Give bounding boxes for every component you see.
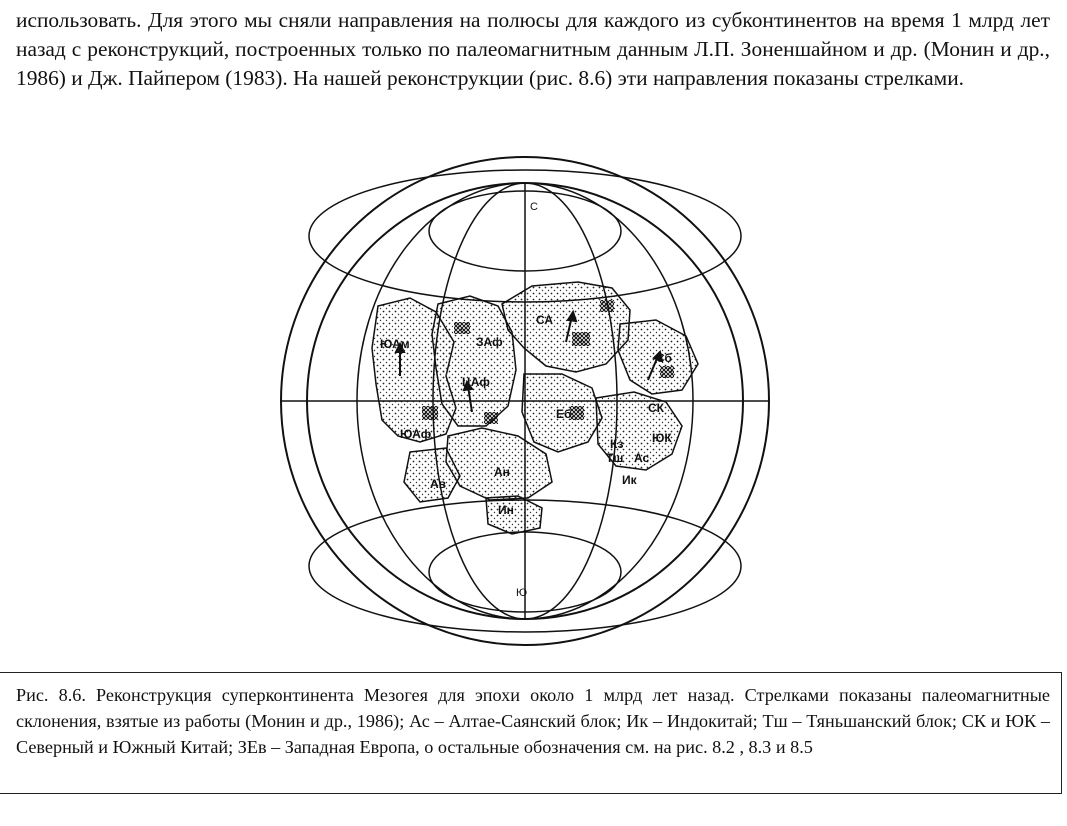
label-av: Ав	[430, 477, 447, 491]
craton-6	[660, 366, 674, 378]
label-ik: Ик	[622, 473, 637, 487]
label-tsh: Тш	[606, 451, 624, 465]
figure-caption	[16, 682, 1050, 760]
graticule	[281, 170, 769, 632]
craton-4	[484, 412, 498, 424]
label-in: Ин	[498, 503, 514, 517]
caption-text: Рис. 8.6. Реконструкция суперконтинента Мезогея для эпохи около 1 млрд лет назад. Стрелками показаны палеомагнитные склонения, взятые из работы (Монин и др., 1986); Ас – Алтае-Саянский блок; Ик – Индокитай; Тш – Тяньшанский блок; СК и ЮК – Северный и Южный Китай; ЗЕв – Западная Европа, о остальные обозначения см. на рис. 8.2 , 8.3 и 8.5	[16, 685, 1050, 757]
label-yuaf: ЮАф	[400, 427, 432, 441]
label-sb: Сб	[656, 351, 672, 365]
figure-globe-reconstruction	[250, 136, 810, 666]
craton-5	[570, 406, 584, 420]
craton-2	[572, 332, 590, 346]
globe-svg	[250, 136, 810, 666]
body-text: использовать. Для этого мы сняли направления на полюсы для каждого из субконтинентов на время 1 млрд лет назад с реконструкций, построенных только по палеомагнитным данным Л.П. Зоненшайном и др. (Монин и др., 1986) и Дж. Пайпером (1983). На нашей реконструкции (рис. 8.6) эти направления показаны стрелками.	[16, 8, 1050, 90]
body-paragraph	[16, 6, 1050, 93]
label-yuk: ЮК	[652, 431, 672, 445]
label-sa: СА	[536, 313, 554, 327]
pole-north-label: С	[530, 201, 538, 213]
label-eb: Еб	[556, 407, 572, 421]
continent-central-africa	[432, 296, 516, 426]
craton-3	[422, 406, 438, 420]
label-sk: СК	[648, 401, 664, 415]
pole-south-label: Ю	[516, 587, 528, 599]
label-yuam: ЮАм	[380, 337, 410, 351]
label-an: Ан	[494, 465, 510, 479]
continent-india	[486, 496, 542, 534]
label-as: Ас	[634, 451, 650, 465]
craton-1	[454, 322, 470, 334]
label-zaf: ЗАф	[476, 335, 503, 349]
label-caf: ЦАф	[462, 375, 490, 389]
label-kz: Кз	[610, 437, 624, 451]
